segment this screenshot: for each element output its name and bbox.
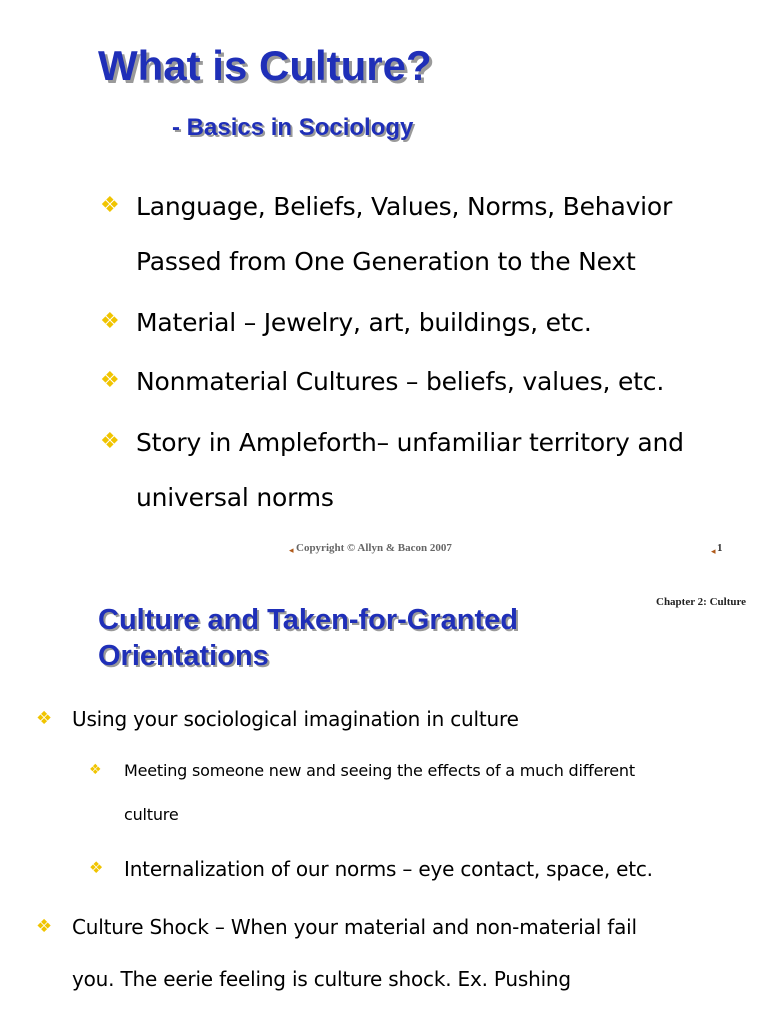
diamond-bullet-icon: ❖ (36, 916, 53, 937)
chapter-label: Chapter 2: Culture (656, 596, 747, 608)
slide-1-page-number: 1 (717, 542, 723, 554)
slide-2-bullet-4-line-2: you. The eerie feeling is culture shock. Ex. Pushing (72, 967, 571, 991)
slide-1-bullet-1-line-2: Passed from One Generation to the Next (136, 247, 636, 276)
diamond-bullet-icon: ❖ (100, 429, 120, 454)
diamond-bullet-icon: ❖ (100, 193, 120, 218)
slide-1-bullet-3: Nonmaterial Cultures – beliefs, values, etc. (136, 367, 665, 396)
slide-1-subtitle: - Basics in Sociology (172, 114, 414, 141)
slide-1-title: What is Culture? (98, 42, 432, 89)
diamond-bullet-icon: ❖ (36, 708, 53, 729)
slide-1-bullet-1-line-1: Language, Beliefs, Values, Norms, Behavior (136, 192, 673, 221)
slide-2-bullet-2-line-1: Meeting someone new and seeing the effects of a much different (124, 761, 635, 780)
page-marker-icon: ◂ (711, 546, 716, 556)
diamond-bullet-icon: ❖ (100, 309, 120, 334)
slide-1-copyright: Copyright © Allyn & Bacon 2007 (296, 542, 452, 554)
slide-1-bullet-2: Material – Jewelry, art, buildings, etc. (136, 308, 592, 337)
slide-2-bullet-2-line-2: culture (124, 805, 179, 824)
footer-marker-icon: ◂ (289, 545, 294, 555)
slide-1-bullet-4-line-1: Story in Ampleforth– unfamiliar territory and (136, 428, 684, 457)
slide-1-bullet-4-line-2: universal norms (136, 483, 334, 512)
slide-2-title-line-2: Orientations (98, 640, 269, 672)
slide-2-bullet-3: Internalization of our norms – eye contact, space, etc. (124, 857, 653, 881)
slide-2-bullet-4-line-1: Culture Shock – When your material and non-material fail (72, 915, 637, 939)
slide-2-title-line-1: Culture and Taken-for-Granted (98, 604, 518, 636)
diamond-bullet-icon: ❖ (89, 762, 102, 778)
diamond-bullet-icon: ❖ (89, 858, 104, 877)
slide-2-bullet-1: Using your sociological imagination in culture (72, 707, 519, 731)
diamond-bullet-icon: ❖ (100, 368, 120, 393)
